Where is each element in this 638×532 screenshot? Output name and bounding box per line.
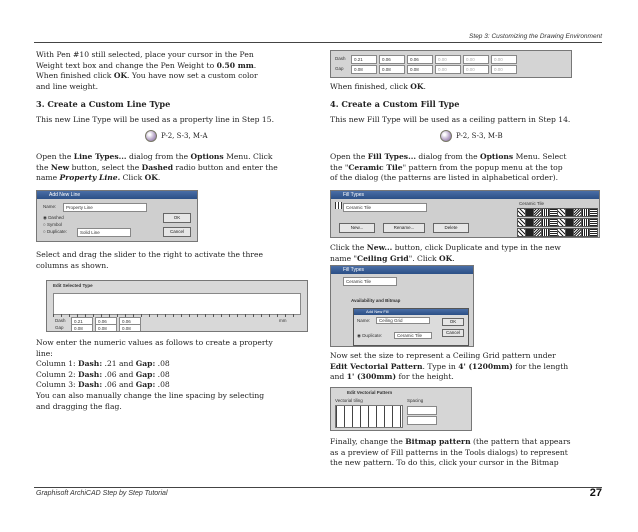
dash-gap-fields-panel (330, 50, 572, 78)
left-paragraph-3: Open the Line Types... dialog from the Options Menu. Click the New button, select the Dashed radio button and enter the name Property Line. Click OK. (36, 152, 278, 183)
fill-types-dialog (330, 190, 600, 238)
section-heading-fill-type: 4. Create a Custom Fill Type (330, 99, 460, 109)
panel-title: Edit Vectorial Pattern (347, 390, 393, 395)
fill-popup-menu[interactable]: Ceramic Tile (343, 277, 397, 286)
line-preview (53, 293, 301, 315)
section-heading-line-type: 3. Create a Custom Line Type (36, 99, 171, 109)
pattern-preview (335, 405, 403, 428)
dash-field-2[interactable]: 0.06 (379, 55, 405, 64)
add-new-line-dialog (36, 190, 198, 242)
column-1-values: Column 1: Dash: .21 and Gap: .08 (36, 359, 170, 369)
right-paragraph-4: Click the New... button, click Duplicate and type in the new name "Ceiling Grid". Click OK. (330, 243, 561, 263)
dash-field-6: 0.00 (491, 55, 517, 64)
column-2-values: Column 2: Dash: .06 and Gap: .08 (36, 369, 170, 379)
radio-dashed[interactable]: ◉ Dashed (43, 215, 64, 220)
cd-disc-icon (145, 130, 157, 142)
gap-label: Gap (55, 325, 64, 330)
pattern-swatch[interactable] (589, 218, 598, 227)
gap-field-2[interactable]: 0.08 (379, 65, 405, 74)
pattern-swatch[interactable] (589, 228, 598, 237)
reference-badge-line: P-2, S-3, M-A (145, 130, 208, 142)
rename-button[interactable]: Rename... (383, 223, 425, 233)
left-paragraph-2: This new Line Type will be used as a property line in Step 15. (36, 115, 274, 124)
radio-duplicate[interactable]: ○ Duplicate: (43, 229, 67, 234)
name-label: Name: (43, 204, 57, 209)
header-divider (34, 42, 602, 43)
pattern-preview-label: Ceramic Tile (519, 201, 545, 206)
radio-duplicate[interactable]: ◉ Duplicate: (357, 333, 383, 338)
gap-field-6: 0.00 (491, 65, 517, 74)
duplicate-select[interactable]: Solid Line (77, 228, 131, 237)
dash-field-3[interactable]: 0.06 (119, 317, 141, 326)
radio-symbol[interactable]: ○ Symbol (43, 222, 62, 227)
dash-field-1[interactable]: 0.21 (351, 55, 377, 64)
left-paragraph-5: Now enter the numeric values as follows to create a property line: Column 1: Dash: .21 and Gap: .08 Column 2: Dash: .06 and Gap: .08 Column 3: Dash: .06 and Gap: .08 You can also manually change the line spacing by selecting and dragging the flag. (36, 338, 273, 411)
left-paragraph-1: With Pen #10 still selected, place your cursor in the Pen Weight text box and change the Pen Weight to 0.50 mm. When finished click OK. You have now set a custom color and line weight. (36, 50, 258, 91)
gap-field-5: 0.00 (463, 65, 489, 74)
name-field[interactable]: Ceiling Grid (376, 317, 430, 324)
cd-disc-icon (440, 130, 452, 142)
right-paragraph-5: Now set the size to represent a Ceiling Grid pattern under Edit Vectorial Pattern. Type in 4' (1200mm) for the length and 1' (300mm) for the height. (330, 351, 569, 382)
section-availability: Availability and Bitmap (351, 298, 401, 303)
dash-field-1[interactable]: 0.21 (71, 317, 93, 326)
right-paragraph-2: This new Fill Type will be used as a ceiling pattern in Step 14. (330, 115, 571, 124)
gap-field-1[interactable]: 0.08 (351, 65, 377, 74)
footer-divider (34, 487, 602, 488)
length-field[interactable] (407, 406, 437, 415)
edit-vectorial-pattern-panel (330, 387, 472, 431)
edit-selected-type-panel (46, 280, 308, 332)
right-paragraph-3: Open the Fill Types... dialog from the Options Menu. Select the "Ceramic Tile" pattern from the popup menu at the top of the dialog (the patterns are listed in alphabetical order). (330, 152, 567, 183)
dash-field-5: 0.00 (463, 55, 489, 64)
pattern-thumb-icon (335, 202, 342, 209)
right-paragraph-1: When finished, click OK. (330, 82, 426, 91)
dash-field-3[interactable]: 0.06 (407, 55, 433, 64)
subdialog-titlebar: Add New Fill (354, 309, 468, 315)
name-label: Name: (357, 318, 371, 323)
column-3-values: Column 3: Dash: .06 and Gap: .08 (36, 380, 170, 390)
dash-field-2[interactable]: 0.06 (95, 317, 117, 326)
panel-title: Edit Selected Type (53, 283, 93, 288)
footer-title: Graphisoft ArchiCAD Step by Step Tutorial (36, 490, 168, 497)
cancel-button[interactable]: Cancel (163, 227, 191, 237)
ok-button[interactable]: OK (442, 318, 464, 326)
gap-field-4: 0.00 (435, 65, 461, 74)
new-button[interactable]: New... (339, 223, 375, 233)
new-fill-dialog (330, 265, 474, 347)
left-paragraph-4: Select and drag the slider to the right to activate the three columns as shown. (36, 250, 263, 270)
gap-field-1[interactable]: 0.08 (71, 324, 93, 332)
gap-field-3[interactable]: 0.08 (407, 65, 433, 74)
add-new-fill-subdialog (353, 308, 469, 346)
height-field[interactable] (407, 416, 437, 425)
duplicate-select[interactable]: Ceramic Tile (394, 332, 432, 339)
ok-button[interactable]: OK (163, 213, 191, 223)
dialog-titlebar: Add New Line (37, 191, 197, 199)
gap-label: Gap (335, 66, 344, 71)
dash-label: Dash (335, 56, 346, 61)
vectorial-tiling-label: Vectorial tiling (335, 398, 363, 403)
cancel-button[interactable]: Cancel (442, 329, 464, 337)
reference-badge-fill: P-2, S-3, M-B (440, 130, 503, 142)
unit-mm: mm (279, 318, 287, 323)
delete-button[interactable]: Delete (433, 223, 469, 233)
fill-popup-menu[interactable]: Ceramic Tile (343, 203, 427, 212)
pattern-swatch[interactable] (589, 208, 598, 217)
page-number: 27 (589, 487, 602, 499)
gap-field-3[interactable]: 0.08 (119, 324, 141, 332)
dash-field-4: 0.00 (435, 55, 461, 64)
spacing-label: Spacing (407, 398, 424, 403)
right-paragraph-6: Finally, change the Bitmap pattern (the pattern that appears as a preview of Fill patterns in the Tools dialogs) to represent the new pattern. To do this, click your cursor in the Bitmap (330, 437, 571, 468)
dash-label: Dash (55, 318, 66, 323)
dialog-titlebar: Fill Types (331, 191, 599, 199)
running-header: Step 3: Customizing the Drawing Environment (469, 33, 602, 40)
pattern-palette (517, 208, 596, 237)
name-field[interactable]: Property Line (63, 203, 147, 212)
gap-field-2[interactable]: 0.08 (95, 324, 117, 332)
dialog-titlebar: Fill Types (331, 266, 473, 274)
